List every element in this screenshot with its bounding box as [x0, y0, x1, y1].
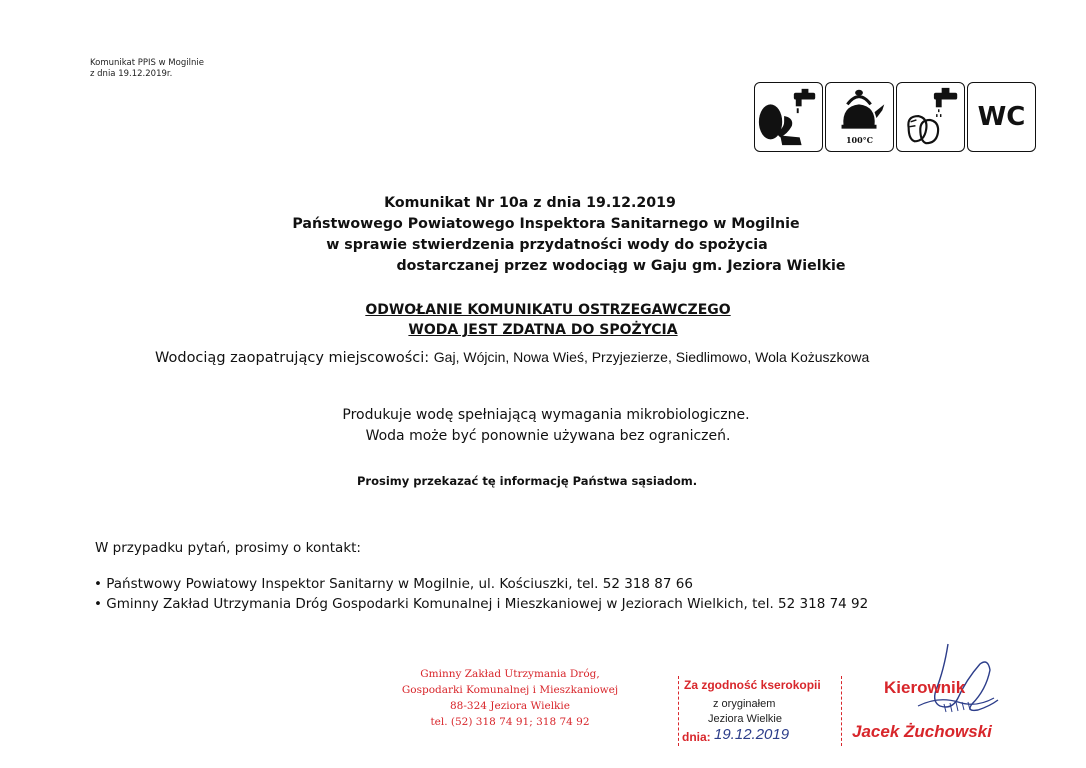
supplied-localities [155, 349, 869, 366]
certification-stamp [678, 670, 843, 750]
pictogram-strip [754, 82, 1038, 154]
contact-item: • Gminny Zakład Utrzymania Dróg Gospodarki Komunalnej i Mieszkaniowej w Jeziorach Wielkich, tel. 52 318 74 92 [94, 596, 869, 612]
drinking-water-icon [754, 82, 823, 152]
signatory-stamp [848, 640, 1028, 750]
company-stamp-line-3: 88-324 Jeziora Wielkie [449, 700, 570, 712]
reference-line-1: Komunikat PPIS w Mogilnie [90, 58, 204, 68]
certification-date: 19.12.2019 [714, 726, 790, 743]
wc-label: WC [977, 102, 1026, 132]
certification-line-2: z oryginałem [713, 698, 776, 710]
company-stamp-line-1: Gminny Zakład Utrzymania Dróg, [420, 668, 600, 680]
supply-localities: Gaj, Wójcin, Nowa Wieś, Przyjezierze, Siedlimowo, Wola Kożuszkowa [433, 349, 870, 365]
certification-line-3: Jeziora Wielkie [708, 713, 782, 725]
temperature-label: 100°C [845, 135, 874, 145]
certification-line-1: Za zgodność kserokopii [684, 678, 821, 692]
company-stamp [390, 666, 630, 730]
contact-list [94, 574, 868, 614]
share-request: Prosimy przekazać tę informację Państwa sąsiadom. [357, 474, 698, 488]
hand-washing-icon [896, 82, 965, 152]
signatory-role: Kierownik [884, 678, 966, 697]
stamp-border-left [678, 676, 679, 746]
signatory-name: Jacek Żuchowski [852, 722, 992, 741]
production-line-2: Woda może być ponownie używana bez ograniczeń. [365, 428, 731, 444]
supply-label: Wodociąg zaopatrujący miejscowości: [155, 350, 434, 366]
water-quality-statement [0, 405, 1086, 447]
company-stamp-line-4: tel. (52) 318 74 91; 318 74 92 [430, 716, 590, 728]
reference-line-2: z dnia 19.12.2019r. [90, 69, 173, 79]
title-line-4: dostarczanej przez wodociąg w Gaju gm. Jeziora Wielkie [396, 258, 846, 274]
warning-line-2: WODA JEST ZDATNA DO SPOŻYCIA [408, 322, 678, 338]
announcement-title [0, 193, 1086, 277]
production-line-1: Produkuje wodę spełniającą wymagania mikrobiologiczne. [342, 407, 750, 423]
document-reference [90, 58, 204, 80]
wc-icon [967, 82, 1036, 152]
company-stamp-line-2: Gospodarki Komunalnej i Mieszkaniowej [401, 684, 619, 696]
boiling-kettle-icon [825, 82, 894, 152]
certification-date-label: dnia: [682, 730, 711, 744]
contact-item: • Państwowy Powiatowy Inspektor Sanitarny w Mogilnie, ul. Kościuszki, tel. 52 318 87 66 [94, 576, 693, 592]
title-line-2: Państwowego Powiatowego Inspektora Sanitarnego w Mogilnie [292, 216, 800, 232]
title-line-3: w sprawie stwierdzenia przydatności wody do spożycia [326, 237, 768, 253]
title-line-1: Komunikat Nr 10a z dnia 19.12.2019 [384, 195, 676, 211]
warning-revocation [0, 300, 1086, 340]
stamp-border-right [841, 676, 842, 746]
warning-line-1: ODWOŁANIE KOMUNIKATU OSTRZEGAWCZEGO [365, 302, 731, 318]
contact-intro: W przypadku pytań, prosimy o kontakt: [95, 540, 361, 556]
